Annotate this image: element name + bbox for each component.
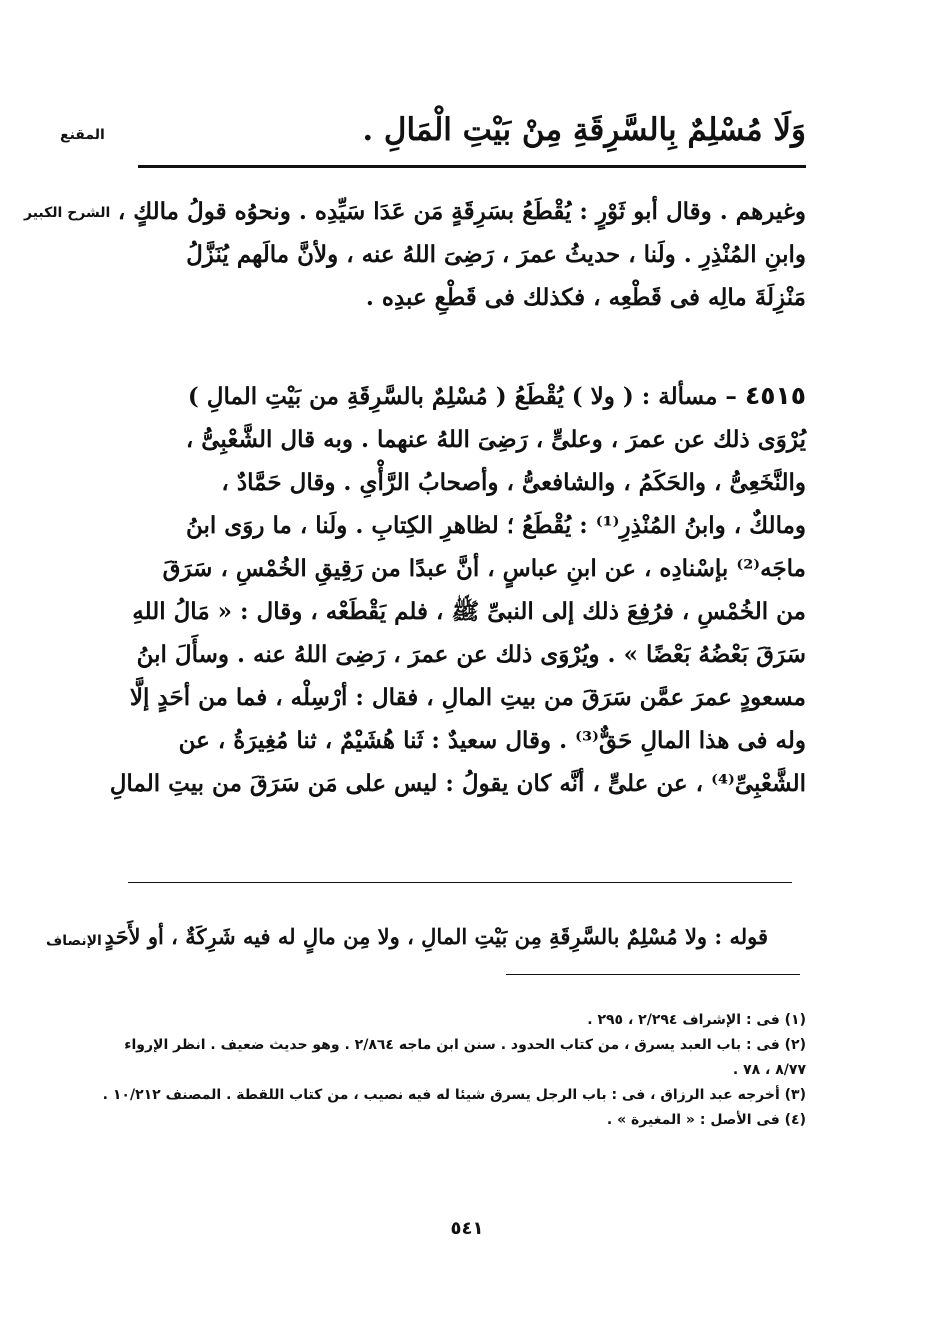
- side-label-sharh: الشرح الكبير: [24, 205, 111, 221]
- footnote: (٤) فى الأصل : « المغيرة » .: [606, 1112, 806, 1128]
- sharh-paragraph-2: [109, 374, 806, 805]
- footnote: (١) فى : الإشراف ٢/٢٩٤ ، ٢٩٥ .: [587, 1012, 806, 1028]
- sharh-divider: [128, 882, 792, 883]
- sharh-line: والنَّخَعِىُّ ، والحَكَمُ ، والشافعىُّ ، وأصحابُ الرَّأْىِ . وقال حَمَّادٌ ،: [221, 469, 806, 496]
- footnote-continuation: ٨/٧٧ ، ٧٨ .: [732, 1062, 806, 1078]
- footnotes: [102, 1008, 806, 1133]
- footnote: (٣) أخرجه عبد الرزاق ، فى : باب الرجل يسرق شيئا له فيه نصيب ، من كتاب اللقطة . المصنف ١٠/٢١٢ .: [102, 1087, 806, 1103]
- insaf-text: قوله : ولا مُسْلِمٌ بالسَّرِقَةِ مِن بَيْتِ المالِ ، ولا مِن مالٍ له فيه شَرِكَةٌ ، أو لأَحَدٍ: [104, 924, 768, 949]
- sharh-line: يُرْوَى ذلك عن عمرَ ، وعلىٍّ ، رَضِىَ اللهُ عنهما . وبه قال الشَّعْبِىُّ ،: [185, 426, 806, 453]
- header-divider: [138, 165, 806, 168]
- issue-heading: – مسألة : ( ولا ) يُقْطَعُ ( مُسْلِمٌ بالسَّرِقَةِ من بَيْتِ المالِ ): [187, 383, 737, 410]
- sharh-line: وابنِ المُنْذِرِ . ولَنا ، حديثُ عمرَ ، رَضِىَ اللهُ عنه ، ولأنَّ مالَهم يُنَزَّلُ: [186, 241, 806, 268]
- sharh-line: وغيرهم . وقال أبو ثَوْرٍ : يُقْطَعُ بسَرِقَةٍ مَن عَدَا سَيِّدِه . ونحوُه قولُ مالكٍ ،: [117, 198, 806, 225]
- footnote-divider: [506, 974, 800, 975]
- issue-number: ٤٥١٥: [744, 381, 806, 410]
- side-label-insaf: الإنصاف: [46, 933, 102, 949]
- footnote: (٢) فى : باب العبد يسرق ، من كتاب الحدود . سنن ابن ماجه ٢/٨٦٤ . وهو حديث ضعيف . انظر الإرواء: [124, 1037, 806, 1053]
- issue-heading-line: [130, 374, 806, 418]
- sharh-line: الشَّعْبِىِّ⁽⁴⁾ ، عن علىٍّ ، أنَّه كان يقولُ : ليس على مَن سَرَقَ من بيتِ المالِ: [109, 770, 806, 797]
- side-label-mugni: المقنع: [60, 127, 105, 143]
- page-number: ٥٤١: [450, 1218, 484, 1239]
- sharh-line: ومالكٌ ، وابنُ المُنْذِرِ⁽¹⁾ : يُقْطَعُ ؛ لظاهرِ الكِتابِ . ولَنا ، ما روَى ابنُ: [185, 512, 806, 539]
- sharh-line: سَرَقَ بَعْضُهُ بَعْضًا » . ويُرْوَى ذلك عن عمرَ ، رَضِىَ اللهُ عنه . وسأَلَ ابنُ: [136, 641, 806, 668]
- sharh-line: مسعودٍ عمرَ عمَّن سَرَقَ من بيتِ المالِ ، فقال : أرْسِلْه ، فما من أحَدٍ إلَّا: [129, 684, 806, 711]
- sharh-line: مَنْزِلَةَ مالِه فى قَطْعِه ، فكذلك فى قَطْعِ عبدِه .: [365, 284, 806, 311]
- sharh-line: وله فى هذا المالِ حَقٌّ⁽³⁾ . وقال سعيدٌ : ثَنا هُشَيْمٌ ، ثنا مُغِيرَةُ ، عن: [178, 727, 806, 754]
- sharh-line: من الخُمْسِ ، فرُفِعَ ذلك إلى النبىِّ ﷺ ، فلم يَقْطَعْه ، وقال : « مَالُ اللهِ: [132, 598, 806, 625]
- sharh-line: ماجَه⁽²⁾ بإسْنادِه ، عن ابنِ عباسٍ ، أنَّ عبدًا من رَقِيقِ الخُمْسِ ، سَرَقَ: [162, 555, 806, 582]
- mugni-text: وَلَا مُسْلِمٌ بِالسَّرِقَةِ مِنْ بَيْتِ الْمَالِ .: [362, 112, 806, 148]
- sharh-paragraph-1: [117, 190, 806, 319]
